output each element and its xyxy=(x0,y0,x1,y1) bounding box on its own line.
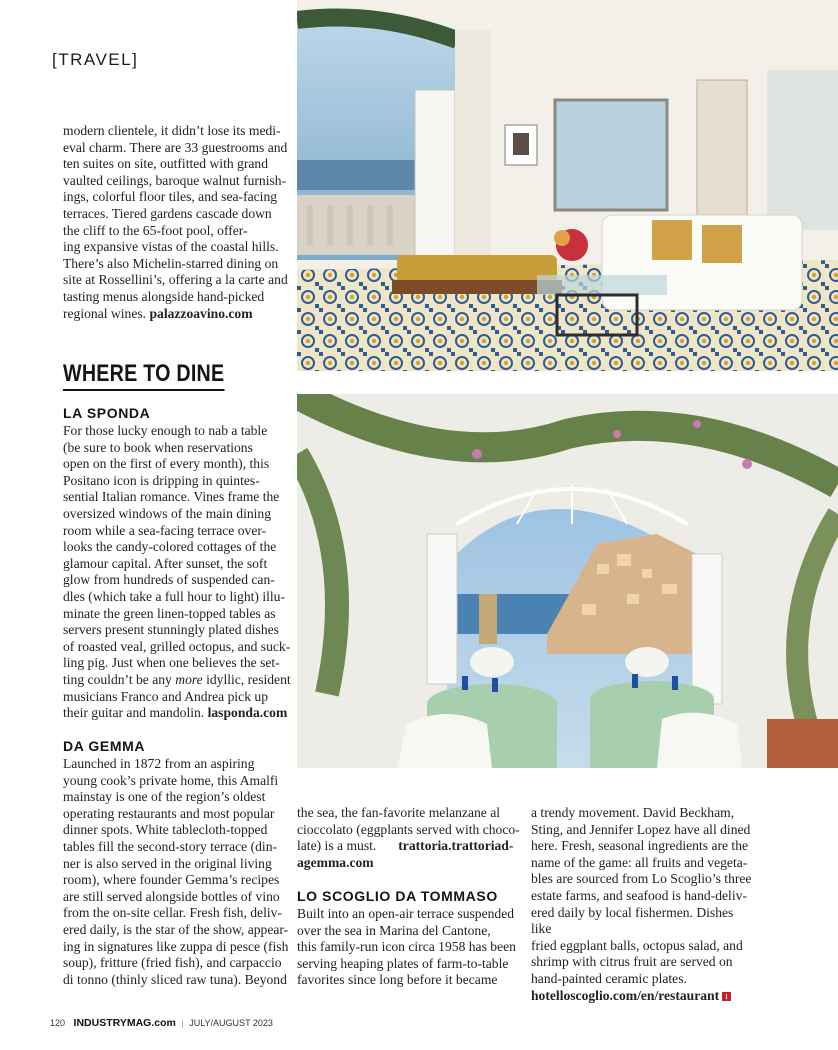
text-line: ten suites on site, outfitted with grand xyxy=(63,156,269,172)
da-gemma-continued xyxy=(297,805,522,871)
footer-separator: | xyxy=(181,1018,184,1028)
text-line: There’s also Michelin-starred dining on xyxy=(63,255,279,271)
text-line: looks the candy-colored cottages of the xyxy=(63,539,277,555)
text-line: musicians Franco and Andrea pick up xyxy=(63,688,268,704)
text-line: dles (which take a full hour to light) illu- xyxy=(63,588,285,604)
trattoria-link-part1[interactable]: trattoria.trattoriad- xyxy=(398,838,514,854)
text-fragment: their guitar and mandolin. xyxy=(63,705,205,721)
text-line: vaulted ceilings, baroque walnut furnish- xyxy=(63,172,287,188)
text-line: cioccolato (eggplants served with choco- xyxy=(297,821,520,837)
text-line: ings, colorful floor tiles, and sea-facing xyxy=(63,189,278,205)
text-line: ered daily, is the star of the show, appear- xyxy=(63,921,289,937)
text-line xyxy=(297,838,522,855)
page-footer xyxy=(50,1017,273,1029)
text-line: serving heaping plates of farm-to-table xyxy=(297,955,509,971)
text-line: servers present stunningly plated dishes xyxy=(63,622,279,638)
text-line: tasting menus alongside hand-picked xyxy=(63,288,265,304)
lo-scoglio-heading: LO SCOGLIO DA TOMMASO xyxy=(297,888,498,904)
text-line xyxy=(63,306,293,323)
text-line: Built into an open-air terrace suspended xyxy=(297,906,515,921)
text-line: ling pig. Just when one believes the set- xyxy=(63,655,280,671)
hotel-suite-photo xyxy=(297,0,838,371)
text-line xyxy=(63,672,295,689)
text-line xyxy=(531,988,756,1005)
text-line: mainstay is one of the region’s oldest xyxy=(63,789,266,805)
text-line: bles are sourced from Lo Scoglio’s three xyxy=(531,871,752,887)
text-line: favorites since long before it became xyxy=(297,972,498,988)
issue-date: JULY/AUGUST 2023 xyxy=(189,1018,273,1028)
text-line: of roasted veal, grilled octopus, and suck- xyxy=(63,638,291,654)
text-line: estate farms, and seafood is hand-deliv- xyxy=(531,887,747,903)
intro-paragraph xyxy=(63,123,293,322)
text-line: over the sea in Marina del Cantone, xyxy=(297,922,491,938)
da-gemma-paragraph xyxy=(63,756,295,988)
text-line: a trendy movement. David Beckham, xyxy=(531,805,735,820)
bracket-left: [ xyxy=(52,50,59,69)
text-line: open on the first of every month), this xyxy=(63,456,270,472)
text-line: sential Italian romance. Vines frame the xyxy=(63,489,280,505)
palazzoavino-link[interactable]: palazzoavino.com xyxy=(149,305,253,321)
text-line: glamour capital. After sunset, the soft xyxy=(63,555,268,571)
text-line: ner is also served in the original living xyxy=(63,855,272,871)
text-line: young cook’s private home, this Amalfi xyxy=(63,772,279,788)
text-line: site at Rossellini’s, offering a la carte and xyxy=(63,272,288,288)
text-line: from the on-site cellar. Fresh fish, deliv- xyxy=(63,905,282,921)
text-line: Positano icon is dripping in quintes- xyxy=(63,472,260,488)
hotelloscoglio-link[interactable]: hotelloscoglio.com/en/restaurant xyxy=(531,987,720,1003)
text-line: eval charm. There are 33 guestrooms and xyxy=(63,139,288,155)
lo-scoglio-continued xyxy=(531,805,756,1004)
la-sponda-paragraph xyxy=(63,423,295,722)
where-to-dine-heading: WHERE TO DINE xyxy=(63,360,224,391)
text-line: this family-run icon circa 1958 has been xyxy=(297,939,516,955)
da-gemma-heading: DA GEMMA xyxy=(63,738,146,754)
text-line: terraces. Tiered gardens cascade down xyxy=(63,205,272,221)
text-line: shrimp with citrus fruit are served on xyxy=(531,954,733,970)
text-line: modern clientele, it didn’t lose its medi- xyxy=(63,123,281,138)
text-line xyxy=(63,705,295,722)
text-line: oversized windows of the main dining xyxy=(63,505,272,521)
lo-scoglio-paragraph xyxy=(297,906,522,989)
text-line: Launched in 1872 from an aspiring xyxy=(63,756,255,771)
text-line: tables fill the second-story terrace (din- xyxy=(63,838,278,854)
text-fragment: regional wines. xyxy=(63,305,147,321)
emphasis: more xyxy=(175,671,203,687)
text-line: For those lucky enough to nab a table xyxy=(63,423,268,438)
restaurant-terrace-photo xyxy=(297,394,838,768)
text-line: room), where founder Gemma’s recipes xyxy=(63,872,280,888)
trattoria-link-part2[interactable]: agemma.com xyxy=(297,854,374,870)
text-line: fried eggplant balls, octopus salad, and xyxy=(531,937,743,953)
text-line: name of the game: all fruits and vegeta- xyxy=(531,854,748,870)
text-line: di tonno (thinly sliced raw tuna). Beyond xyxy=(63,971,287,987)
text-line: glow from hundreds of suspended can- xyxy=(63,572,275,588)
text-line: the sea, the fan-favorite melanzane al xyxy=(297,805,501,820)
text-line: (be sure to book when reservations xyxy=(63,439,253,455)
text-line: ing expansive vistas of the coastal hills. xyxy=(63,239,279,255)
text-fragment: idyllic, resident xyxy=(202,671,291,687)
text-line: soup), fritture (fried fish), and carpaccio xyxy=(63,955,282,971)
section-tag xyxy=(52,50,138,70)
text-line: are still served alongside bottles of vino xyxy=(63,888,280,904)
text-line: minate the green linen-topped tables as xyxy=(63,605,276,621)
text-line: the cliff to the 65-foot pool, offer- xyxy=(63,222,248,238)
lasponda-link[interactable]: lasponda.com xyxy=(207,705,288,721)
la-sponda-heading: LA SPONDA xyxy=(63,405,151,421)
section-label: TRAVEL xyxy=(58,50,133,69)
text-fragment: ting couldn’t be any xyxy=(63,671,176,687)
text-line: here. Fresh, seasonal ingredients are the xyxy=(531,838,749,854)
text-line: hand-painted ceramic plates. xyxy=(531,970,687,986)
text-line: room while a sea-facing terrace over- xyxy=(63,522,267,538)
text-fragment: late) is a must. xyxy=(297,838,377,854)
text-line: ered daily by local fishermen. Dishes like xyxy=(531,904,734,937)
end-mark-icon xyxy=(722,992,731,1001)
text-line: Sting, and Jennifer Lopez have all dined xyxy=(531,821,751,837)
text-line: dinner spots. White tablecloth-topped xyxy=(63,822,268,838)
text-line xyxy=(297,855,522,872)
text-line: operating restaurants and most popular xyxy=(63,805,275,821)
magazine-brand: INDUSTRYMAG.com xyxy=(73,1017,176,1029)
bracket-right: ] xyxy=(132,50,139,69)
text-line: ing in signatures like zuppa di pesce (fish xyxy=(63,938,289,954)
page-number: 120 xyxy=(50,1018,66,1028)
